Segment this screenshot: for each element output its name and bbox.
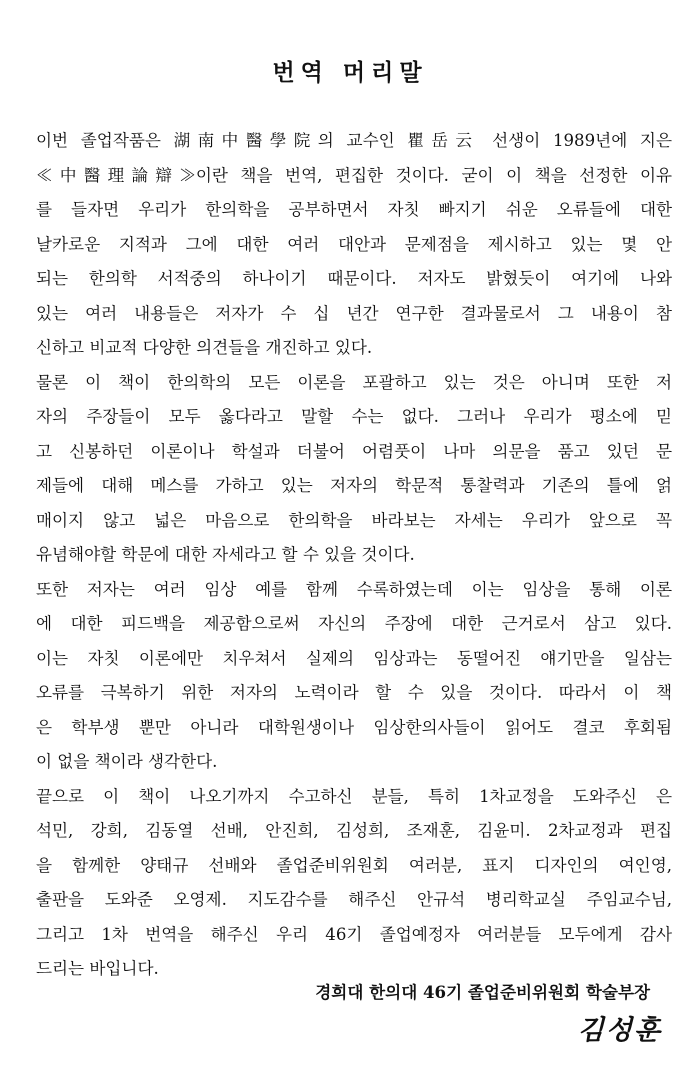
text-line: 드리는 바입니다. <box>36 959 159 978</box>
text-line: 고 신봉하던 이론이나 학설과 더불어 어렴풋이 나마 의문을 품고 있던 문 <box>36 441 672 461</box>
text-line: 있는 여러 내용들은 저자가 수 십 년간 연구한 결과물로서 그 내용이 참 <box>36 303 672 323</box>
text-line: 제들에 대해 메스를 가하고 있는 저자의 학문적 통찰력과 기존의 틀에 얽 <box>36 476 672 495</box>
text-line: 자의 주장들이 모두 옳다라고 말할 수는 없다. 그러나 우리가 평소에 믿 <box>36 407 672 426</box>
signature-organization: 경희대 한의대 46기 졸업준비위원회 학술부장 <box>315 982 650 1002</box>
text-line: 그리고 1차 번역을 해주신 우리 46기 졸업예정자 여러분들 모두에게 감사 <box>36 924 672 944</box>
text-line: 은 학부생 뿐만 아니라 대학원생이나 임상한의사들이 읽어도 결코 후회됨 <box>36 717 672 737</box>
text-line: 되는 한의학 서적중의 하나이기 때문이다. 저자도 밝혔듯이 여기에 나와 <box>36 269 672 288</box>
text-line: 을 함께한 양태규 선배와 졸업준비위원회 여러분, 표지 디자인의 여인영, <box>36 855 672 875</box>
text-line: 이 없을 책이라 생각한다. <box>36 752 218 771</box>
text-line: 또한 저자는 여러 임상 예를 함께 수록하였는데 이는 임상을 통해 이론 <box>36 579 672 599</box>
text-line: 오류를 극복하기 위한 저자의 노력이라 할 수 있을 것이다. 따라서 이 책 <box>36 683 672 702</box>
preface-body <box>36 124 672 987</box>
signature-name: 김성훈 <box>577 1015 662 1046</box>
text-line: 이번 졸업작품은 湖南中醫學院의 교수인 瞿岳云 선생이 1989년에 지은 <box>36 131 672 150</box>
text-line: 석민, 강희, 김동열 선배, 안진희, 김성희, 조재훈, 김윤미. 2차교정과 편집 <box>36 821 672 840</box>
page-title: 번역 머리말 <box>272 59 428 86</box>
text-line: ≪中醫理論辯≫이란 책을 번역, 편집한 것이다. 굳이 이 책을 선정한 이유 <box>36 165 672 185</box>
text-line: 신하고 비교적 다양한 의견들을 개진하고 있다. <box>36 338 373 357</box>
text-line: 매이지 않고 넓은 마음으로 한의학을 바라보는 자세는 우리가 앞으로 꼭 <box>36 510 672 530</box>
text-line: 를 들자면 우리가 한의학을 공부하면서 자칫 빠지기 쉬운 오류들에 대한 <box>36 200 672 219</box>
text-line: 이는 자칫 이론에만 치우쳐서 실제의 임상과는 동떨어진 얘기만을 일삼는 <box>36 648 672 668</box>
text-line: 유념해야할 학문에 대한 자세라고 할 수 있을 것이다. <box>36 545 415 564</box>
text-line: 출판을 도와준 오영제. 지도감수를 해주신 안규석 병리학교실 주임교수님, <box>36 890 672 909</box>
text-line: 물론 이 책이 한의학의 모든 이론을 포괄하고 있는 것은 아니며 또한 저 <box>36 372 672 392</box>
text-line: 날카로운 지적과 그에 대한 여러 대안과 문제점을 제시하고 있는 몇 안 <box>36 234 672 254</box>
text-line: 끝으로 이 책이 나오기까지 수고하신 분들, 특히 1차교정을 도와주신 은 <box>36 786 672 806</box>
text-line: 에 대한 피드백을 제공함으로써 자신의 주장에 대한 근거로서 삼고 있다. <box>36 614 672 633</box>
